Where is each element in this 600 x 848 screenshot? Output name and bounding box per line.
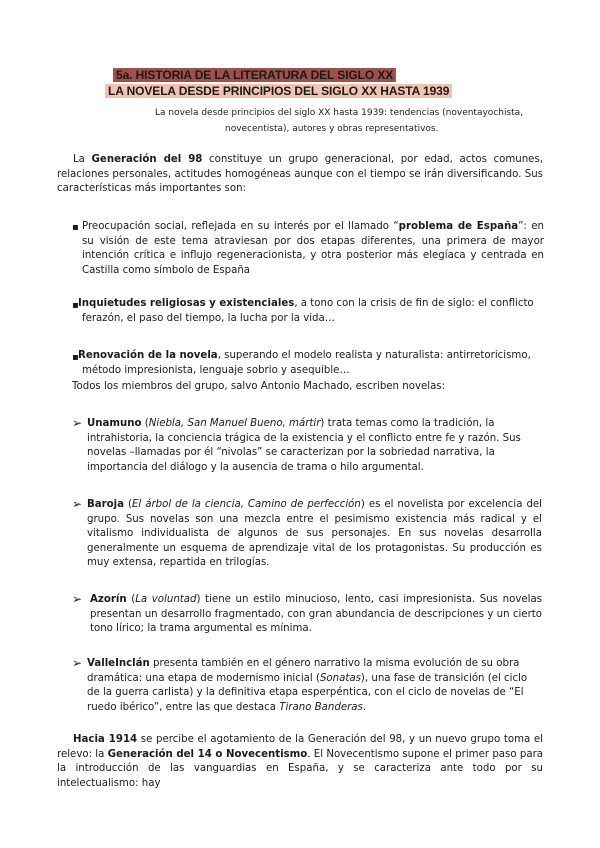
author-works: Sonatas xyxy=(319,672,361,684)
topic-description xyxy=(155,105,535,137)
author-text: ( xyxy=(126,594,136,605)
author-works: El árbol de la ciencia, Camino de perfección xyxy=(131,499,361,510)
closing-bold: Hacia 1914 xyxy=(73,734,138,745)
author-works: La voluntad xyxy=(135,594,197,605)
feature-text: , a tono con la crisis de fin de siglo: el conflicto ferazón, el paso del tiempo, la lucha por la vida… xyxy=(82,298,534,324)
novels-intro: Todos los miembros del grupo, salvo Antonio Machado, escriben novelas: xyxy=(72,381,446,392)
author-name: Unamuno xyxy=(87,418,142,429)
feature-item xyxy=(78,349,544,378)
topic-description-line2: novecentista), autores y obras representativos. xyxy=(225,124,439,134)
arrow-bullet-icon: ➢ xyxy=(72,592,83,606)
intro-text: constituye un grupo generacional, por edad, actos comunes, relaciones personales, actitudes homogéneas aunque con el tiempo se irán diversificando. Sus características más importantes son: xyxy=(57,154,543,195)
closing-text: . El Novecentismo supone el primer paso para la introducción de las vanguardias en España, y se caracteriza ante todo por su intelectualismo: hay xyxy=(57,748,543,789)
author-item-baroja xyxy=(87,498,542,571)
feature-item xyxy=(82,220,544,278)
bullet-marker-icon: ▪ xyxy=(72,300,79,311)
intro-prefix: La xyxy=(73,154,92,165)
author-text: ( xyxy=(124,499,132,510)
author-works: Niebla, San Manuel Bueno, mártir xyxy=(148,418,321,429)
author-item-unamuno xyxy=(87,417,542,475)
feature-item xyxy=(78,297,544,326)
feature-text: , superando el modelo realista y naturalista: antirretoricismo, método impresionista, lenguaje sobrio y asequible… xyxy=(82,350,531,376)
closing-paragraph xyxy=(57,733,543,791)
author-item-azorin xyxy=(90,593,542,637)
author-text: ) trata temas como la tradición, la intrahistoria, la conciencia trágica de la existencia y el conflicto entre fe y razón. Sus novelas –llamadas por él “nivolas” se caracterizan por la sobriedad narrativa, la importancia del diálogo y la ausencia de trama o hilo argumental. xyxy=(87,418,521,473)
author-works: Tirano Banderas xyxy=(279,701,363,713)
feature-bold: Inquietudes religiosas y existenciales xyxy=(78,298,295,309)
bullet-marker-icon: ▪ xyxy=(72,222,79,233)
author-text: ) tiene un estilo minucioso, lento, casi impresionista. Sus novelas presentan un desarrollo fragmentado, con gran abundancia de descripciones y un cierto tono lírico; la trama argumental es mínima. xyxy=(90,594,542,635)
intro-paragraph xyxy=(57,153,543,197)
author-name: Baroja xyxy=(87,499,125,510)
feature-text: ”: en su visión de este tema atraviesan por dos etapas diferentes, una primera de mayor intención crítica e influjo regeneracionista, y otra posterior más elegíaca y centrada en Castilla como símbolo de España xyxy=(82,221,544,276)
feature-bold: Renovación de la novela xyxy=(78,350,218,361)
bullet-marker-icon: ▪ xyxy=(72,352,79,363)
arrow-bullet-icon: ➢ xyxy=(72,497,83,511)
author-text: ) es el novelista por excelencia del grupo. Sus novelas son una mezcla entre el pesimismo existencia más radical y el vitalismo individualista de algunos de sus personajes. En sus novelas desarrolla generalmente un esquema de aprendizaje vital de los protagonistas. Su producción es muy extensa, repartida en trilogías. xyxy=(87,499,543,569)
intro-bold: Generación del 98 xyxy=(91,154,203,165)
author-name: ValleInclán xyxy=(87,658,150,669)
document-subtitle: LA NOVELA DESDE PRINCIPIOS DEL SIGLO XX HASTA 1939 xyxy=(105,84,452,98)
author-text: ( xyxy=(141,418,149,429)
arrow-bullet-icon: ➢ xyxy=(72,656,83,670)
author-text: . xyxy=(362,701,367,713)
document-title: 5a. HISTORIA DE LA LITERATURA DEL SIGLO XX xyxy=(113,68,396,82)
feature-text: Preocupación social, reflejada en su interés por el llamado “ xyxy=(82,221,399,232)
author-item-valleinclan xyxy=(87,657,542,715)
author-text: presenta también en el género narrativo la misma evolución de su obra dramática: una etapa de modernismo inicial ( xyxy=(87,658,520,684)
author-text: ), una fase de transición (el ciclo de la guerra carlista) y la definitiva etapa esperpéntica, con el ciclo de novelas de “El ruedo ibérico”, entre las que destaca xyxy=(87,672,528,713)
topic-description-line1: La novela desde principios del siglo XX hasta 1939: tendencias (noventayochista, xyxy=(155,108,524,118)
closing-text: se percibe el agotamiento de la Generación del 98, y un nuevo grupo toma el relevo: la xyxy=(57,734,543,760)
arrow-bullet-icon: ➢ xyxy=(72,416,83,430)
closing-bold: Generación del 14 o Novecentismo xyxy=(107,748,308,760)
feature-bold: problema de España xyxy=(398,221,519,232)
author-name: Azorín xyxy=(90,594,127,605)
